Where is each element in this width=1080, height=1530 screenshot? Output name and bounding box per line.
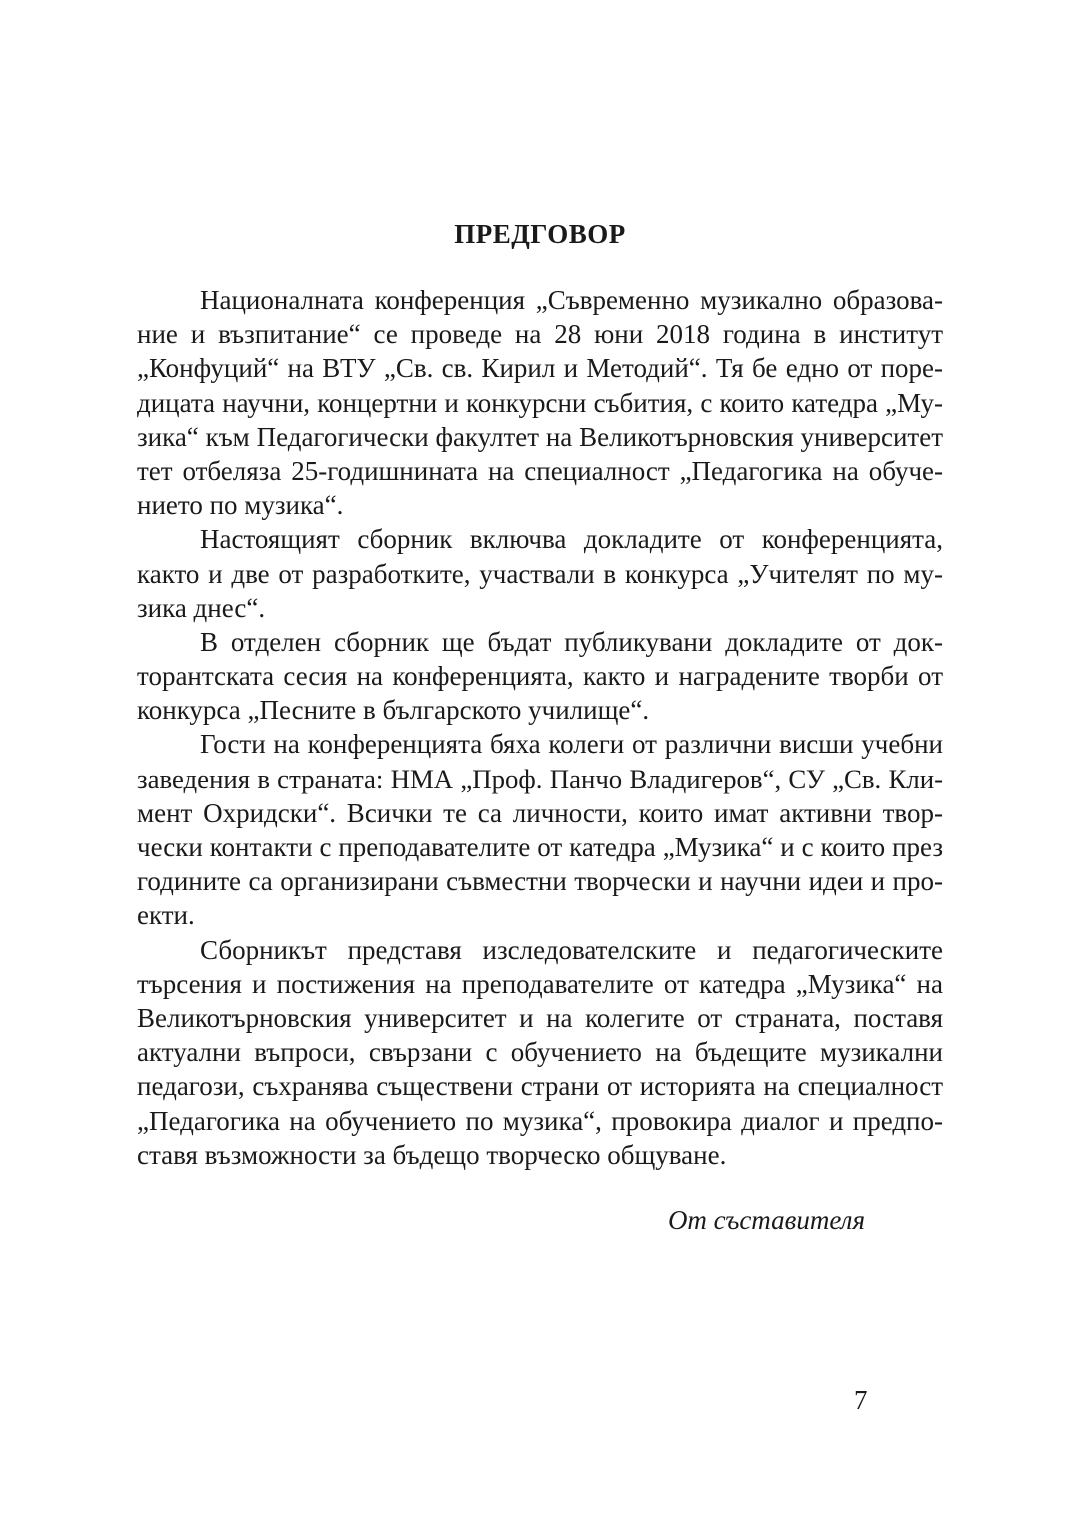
- paragraph-5-line-3: Великотърновския университет и на колегите от страната, поставя: [137, 1002, 943, 1033]
- paragraph-5-line-4: актуални въпроси, свързани с обучението на бъдещите музикални: [137, 1037, 943, 1068]
- paragraph-5-line-5: педагози, съхранява съществени страни от историята на специалност: [137, 1071, 943, 1102]
- page-title: ПРЕДГОВОР: [454, 219, 626, 249]
- paragraph-3-line-1: В отделен сборник ще бъдат публикувани докладите от док-: [200, 626, 943, 657]
- paragraph-5-line-1: Сборникът представя изследователските и педагогическите: [200, 934, 943, 965]
- body-text: [137, 283, 943, 1172]
- paragraph-2-line-3: зика днес“.: [137, 592, 266, 623]
- signature: От съставителя: [667, 1205, 865, 1235]
- paragraph-5-line-6: „Педагогика на обучението по музика“, провокира диалог и предпо-: [137, 1105, 943, 1136]
- page-number: 7: [854, 1385, 868, 1415]
- paragraph-1-line-3: „Конфуций“ на ВТУ „Св. св. Кирил и Методий“. Тя бе едно от поре-: [137, 353, 943, 384]
- paragraph-4-line-5: годините са организирани съвместни творчески и научни идеи и про-: [137, 866, 943, 897]
- paragraph-4-line-2: заведения в страната: НМА „Проф. Панчо Владигеров“, СУ „Св. Кли-: [137, 763, 943, 794]
- paragraph-1-line-2: ние и възпитание“ се проведе на 28 юни 2018 година в институт: [137, 319, 943, 350]
- paragraph-1-line-1: Националната конференция „Съвременно музикално образова-: [200, 285, 943, 315]
- paragraph-1-line-7: нието по музика“.: [137, 490, 344, 521]
- paragraph-4-line-1: Гости на конференцията бяха колеги от различни висши учебни: [200, 729, 943, 760]
- paragraph-5-line-7: ставя възможности за бъдещо творческо общуване.: [137, 1139, 727, 1170]
- paragraph-1-line-5: зика“ към Педагогически факултет на Великотърновския университет: [137, 421, 943, 452]
- paragraph-2-line-2: както и две от разработките, участвали в конкурса „Учителят по му-: [137, 558, 943, 589]
- paragraph-5-line-2: търсения и постижения на преподавателите от катедра „Музика“ на: [137, 968, 943, 999]
- paragraph-4-line-3: мент Охридски“. Всички те са личности, които имат активни твор-: [137, 797, 943, 828]
- paragraph-4-line-4: чески контакти с преподавателите от катедра „Музика“ и с които през: [137, 832, 943, 862]
- paragraph-2-line-1: Настоящият сборник включва докладите от конференцията,: [200, 524, 943, 555]
- paragraph-1-line-6: тет отбеляза 25-годишнината на специалност „Педагогика на обуче-: [137, 455, 943, 486]
- paragraph-3-line-2: торантската сесия на конференцията, както и наградените творби от: [137, 661, 943, 692]
- paragraph-4-line-6: екти.: [137, 900, 195, 931]
- paragraph-1-line-4: дицата научни, концертни и конкурсни събития, с които катедра „Му-: [137, 387, 943, 418]
- paragraph-3-line-3: конкурса „Песните в българското училище“.: [137, 695, 650, 726]
